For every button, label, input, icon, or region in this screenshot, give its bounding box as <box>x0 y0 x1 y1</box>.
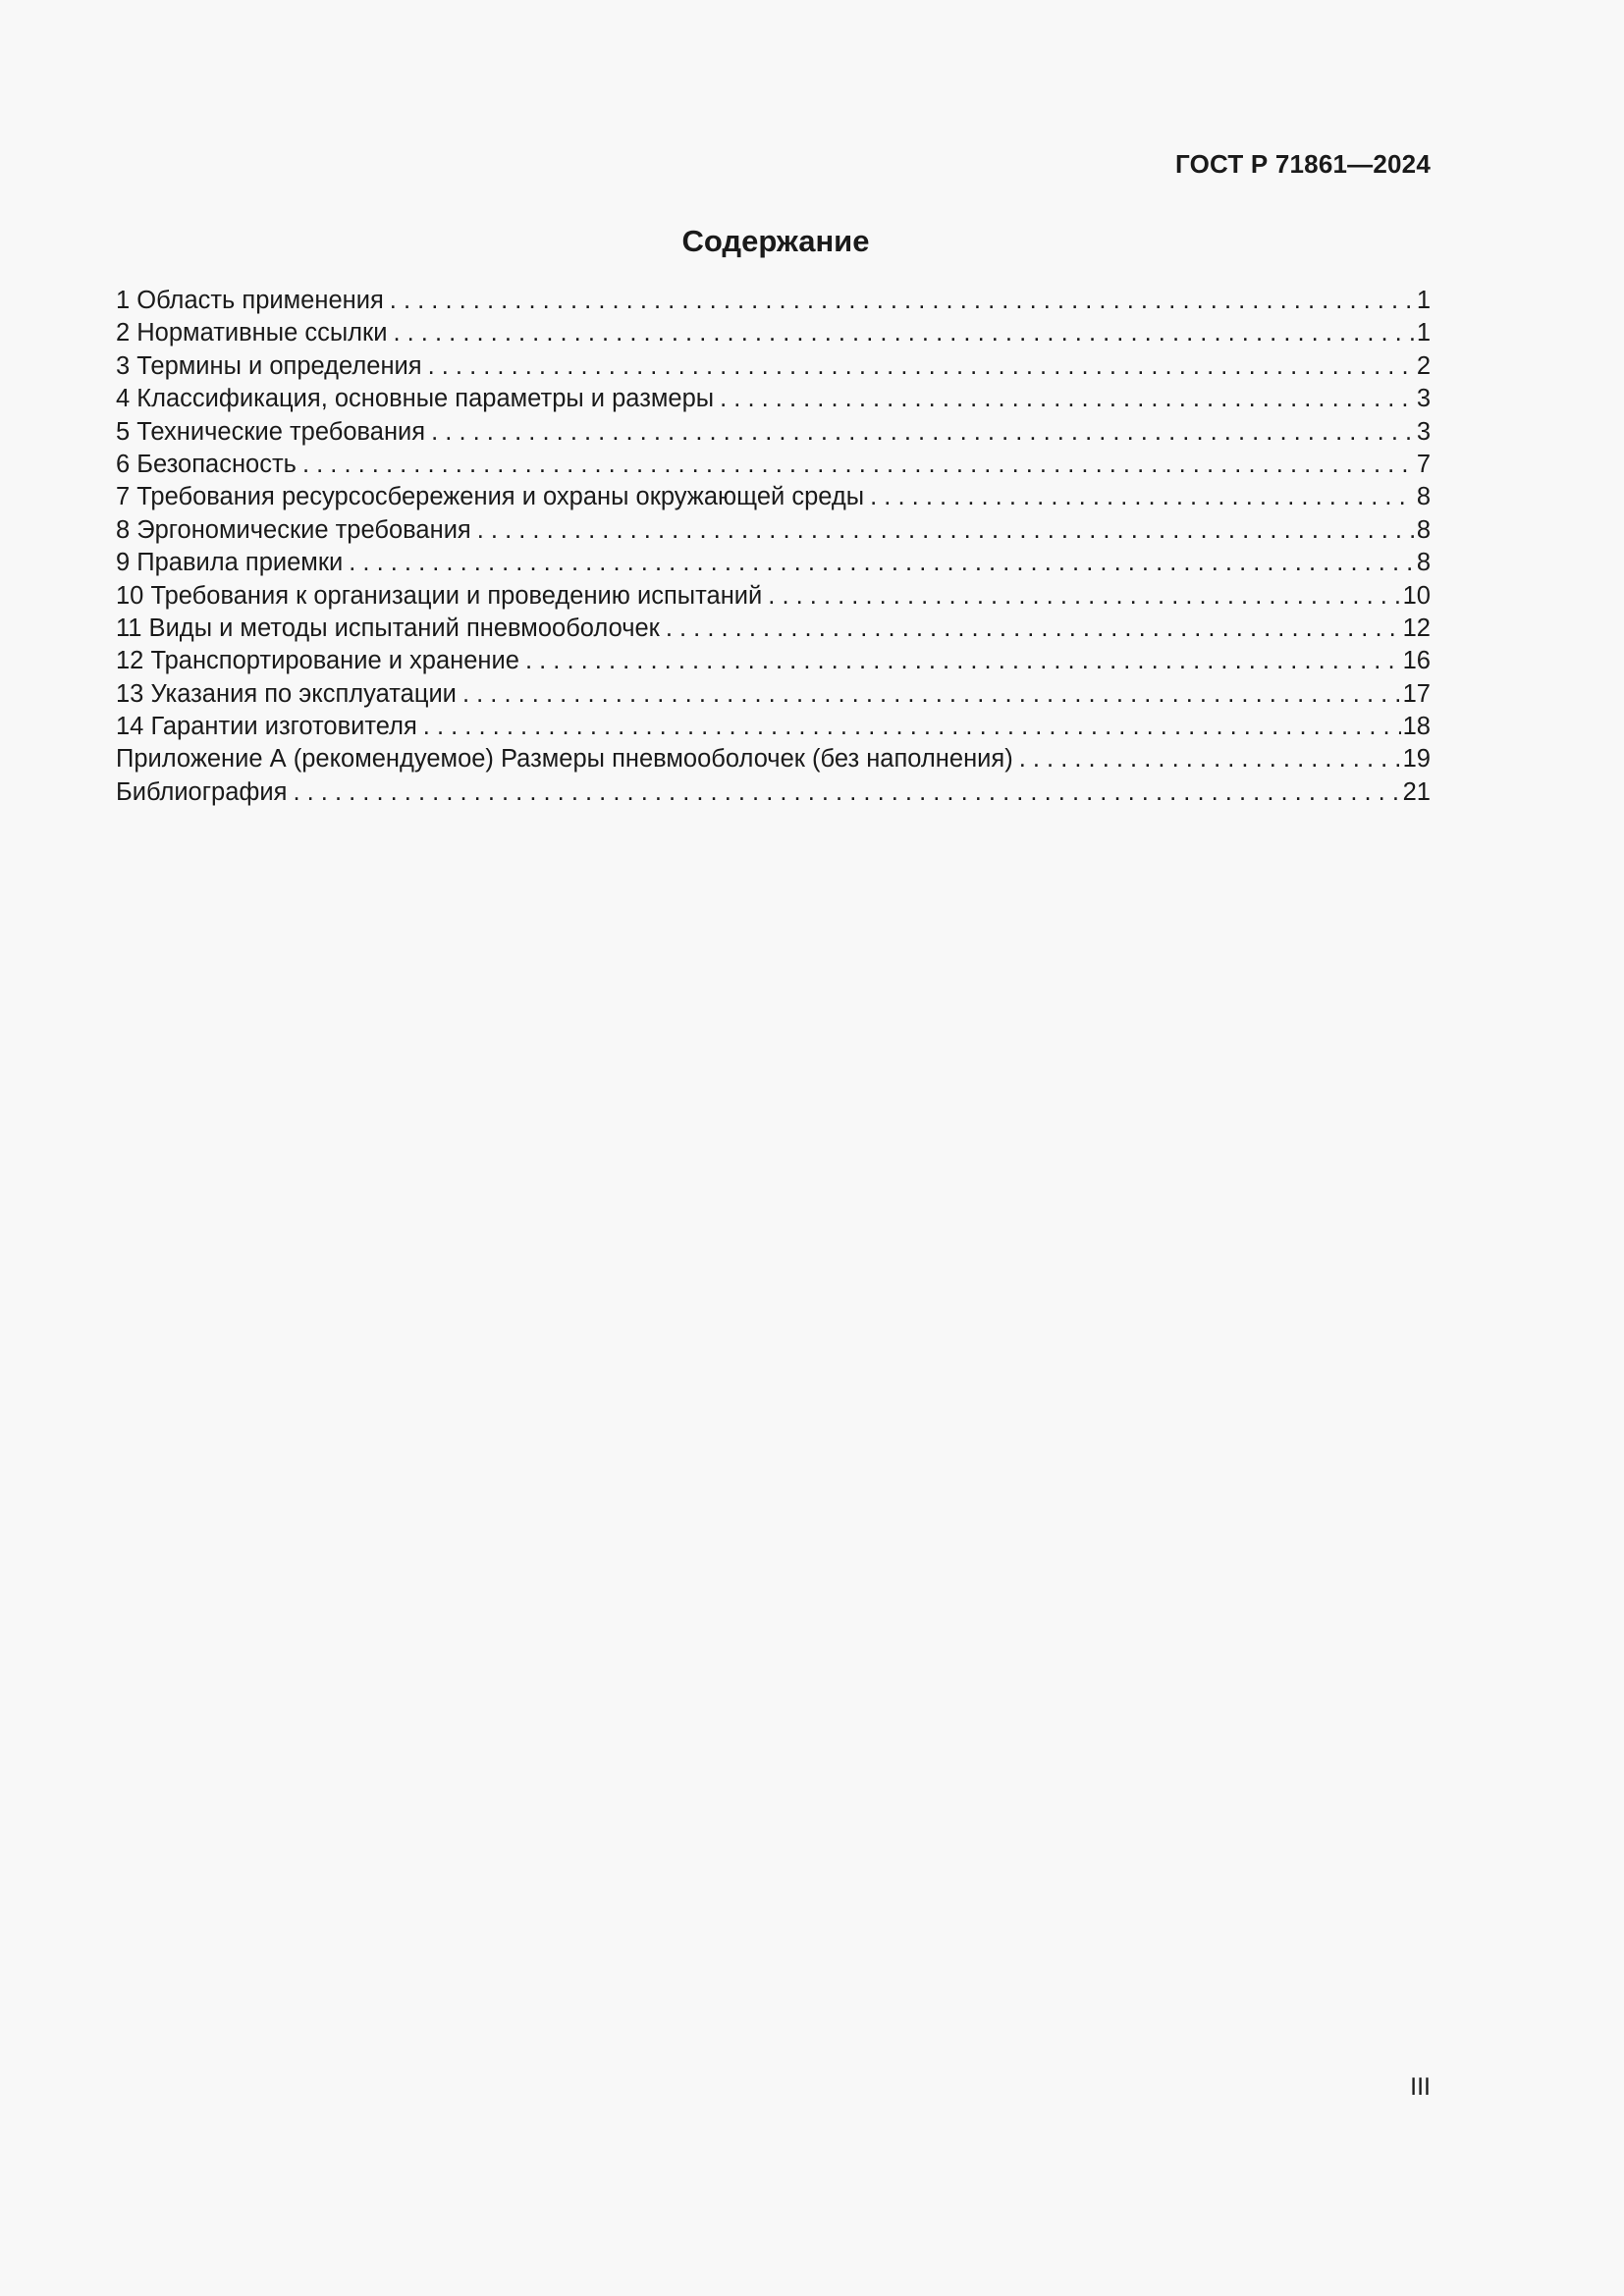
toc-entry-page: 12 <box>1402 614 1431 642</box>
toc-entry-label: 10 Требования к организации и проведению испытаний <box>116 581 763 610</box>
toc-entry[interactable] <box>116 350 1431 383</box>
toc-dot-leader <box>390 285 1415 317</box>
toc-dot-leader <box>462 678 1401 711</box>
toc-entry[interactable] <box>116 449 1431 481</box>
toc-entry-label: 14 Гарантии изготовителя <box>116 713 417 741</box>
table-of-contents <box>116 285 1431 809</box>
toc-entry-label: Библиография <box>116 777 288 806</box>
toc-entry[interactable] <box>116 317 1431 349</box>
toc-entry-label: 2 Нормативные ссылки <box>116 319 388 347</box>
toc-dot-leader <box>666 613 1401 645</box>
toc-dot-leader <box>477 514 1415 547</box>
toc-entry[interactable] <box>116 547 1431 579</box>
toc-entry-label: 13 Указания по эксплуатации <box>116 679 457 708</box>
toc-dot-leader <box>393 317 1414 349</box>
toc-entry-label: 1 Область применения <box>116 287 384 314</box>
toc-entry-page: 10 <box>1402 581 1431 610</box>
toc-entry[interactable] <box>116 613 1431 645</box>
toc-dot-leader <box>349 547 1415 579</box>
toc-dot-leader <box>423 711 1401 743</box>
toc-entry[interactable] <box>116 383 1431 415</box>
toc-entry-page: 3 <box>1416 385 1431 413</box>
toc-dot-leader <box>431 416 1415 449</box>
toc-entry-page: 8 <box>1416 549 1431 577</box>
toc-entry[interactable] <box>116 711 1431 743</box>
toc-entry[interactable] <box>116 285 1431 317</box>
toc-dot-leader <box>302 449 1415 481</box>
toc-dot-leader <box>293 776 1400 809</box>
page-number: III <box>1410 2073 1431 2101</box>
toc-dot-leader <box>720 383 1415 415</box>
toc-entry-label: 9 Правила приемки <box>116 549 344 577</box>
toc-entry-page: 7 <box>1416 450 1431 478</box>
toc-entry-label: 3 Термины и определения <box>116 351 422 380</box>
toc-entry[interactable] <box>116 514 1431 547</box>
toc-dot-leader <box>768 580 1400 613</box>
toc-entry-page: 3 <box>1416 417 1431 446</box>
toc-entry-page: 1 <box>1416 319 1431 347</box>
toc-entry-page: 17 <box>1402 679 1431 708</box>
toc-entry-page: 19 <box>1402 745 1431 774</box>
toc-dot-leader <box>1019 743 1401 775</box>
toc-entry-label: Приложение А (рекомендуемое) Размеры пневмооболочек (без наполнения) <box>116 745 1013 774</box>
toc-dot-leader <box>428 350 1415 383</box>
toc-entry-label: 11 Виды и методы испытаний пневмооболочек <box>116 614 660 642</box>
toc-entry-page: 8 <box>1416 483 1431 511</box>
toc-entry-page: 18 <box>1402 713 1431 741</box>
toc-entry-page: 16 <box>1402 647 1431 675</box>
toc-entry-page: 21 <box>1402 777 1431 806</box>
toc-entry-label: 4 Классификация, основные параметры и размеры <box>116 385 715 413</box>
toc-entry[interactable] <box>116 645 1431 677</box>
toc-entry-label: 5 Технические требования <box>116 417 426 446</box>
toc-entry[interactable] <box>116 776 1431 809</box>
document-number: ГОСТ Р 71861—2024 <box>1175 149 1431 179</box>
toc-entry-label: 6 Безопасность <box>116 450 297 478</box>
toc-entry[interactable] <box>116 743 1431 775</box>
toc-entry[interactable] <box>116 416 1431 449</box>
toc-entry[interactable] <box>116 678 1431 711</box>
toc-entry-page: 8 <box>1416 515 1431 544</box>
toc-dot-leader <box>870 481 1415 513</box>
toc-entry-page: 2 <box>1416 351 1431 380</box>
toc-entry[interactable] <box>116 580 1431 613</box>
toc-entry-label: 7 Требования ресурсосбережения и охраны окружающей среды <box>116 483 865 511</box>
toc-entry-label: 8 Эргономические требования <box>116 515 471 544</box>
toc-dot-leader <box>525 645 1401 677</box>
toc-entry-label: 12 Транспортирование и хранение <box>116 647 519 675</box>
toc-title: Содержание <box>681 224 870 258</box>
toc-entry-page: 1 <box>1416 287 1431 314</box>
toc-entry[interactable] <box>116 481 1431 513</box>
